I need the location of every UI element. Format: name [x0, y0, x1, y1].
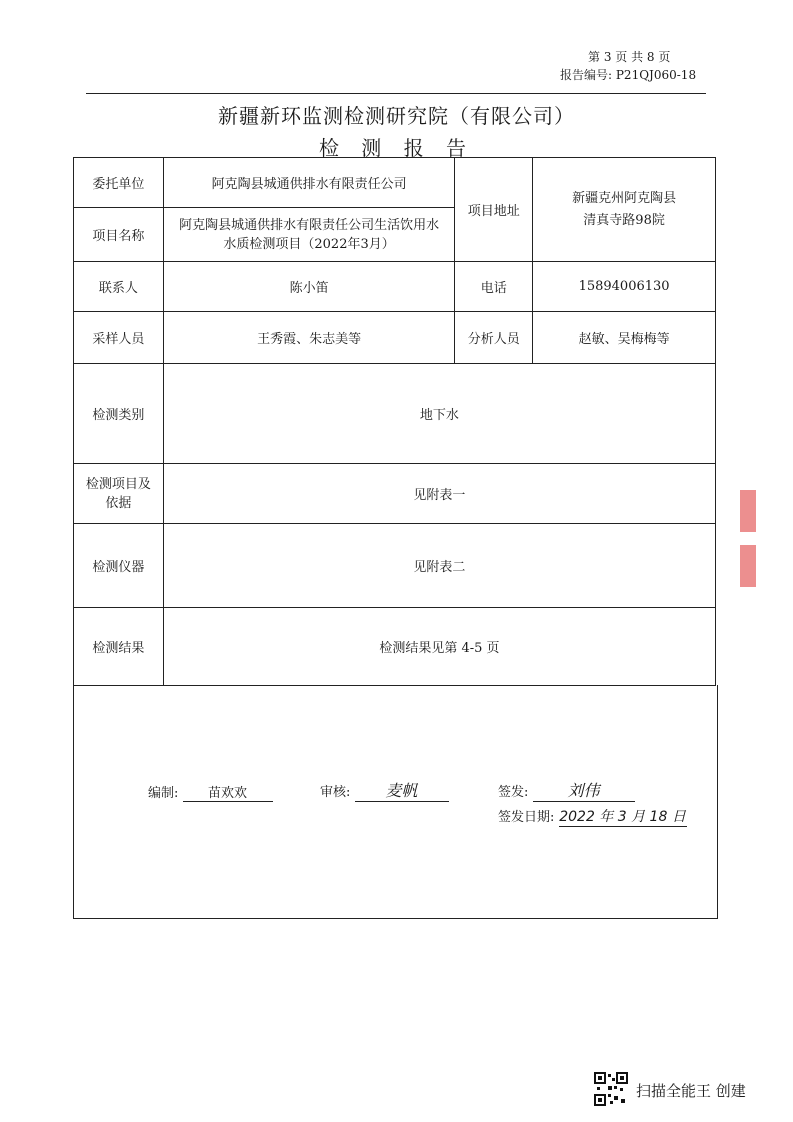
reviewer-label: 审核: [320, 785, 351, 800]
sampler-value: 王秀霞、朱志美等 [163, 312, 454, 364]
category-value: 地下水 [163, 364, 715, 464]
seal-edge-mark [740, 490, 756, 532]
header-rule [86, 93, 706, 94]
project-line-2: 水质检测项目（2022年3月） [223, 236, 395, 252]
sampler-label: 采样人员 [74, 312, 164, 364]
items-label-line-2: 依据 [105, 495, 132, 511]
scanner-watermark: 扫描全能王 创建 [636, 1082, 746, 1100]
project-value [163, 208, 454, 262]
phone-label: 电话 [455, 262, 533, 312]
category-label: 检测类别 [74, 364, 164, 464]
result-value: 检测结果见第 4-5 页 [163, 608, 715, 686]
address-label: 项目地址 [455, 158, 533, 262]
issue-date-label: 签发日期: [498, 810, 555, 825]
instrument-value: 见附表二 [163, 524, 715, 608]
report-info-table [73, 157, 716, 686]
client-value: 阿克陶县城通供排水有限责任公司 [163, 158, 454, 208]
instrument-label: 检测仪器 [74, 524, 164, 608]
reviewer-value: 麦帆 [355, 778, 449, 802]
editor-signature [148, 782, 273, 802]
result-label: 检测结果 [74, 608, 164, 686]
report-number: 报告编号: P21QJ060-18 [560, 68, 697, 82]
analyst-label: 分析人员 [455, 312, 533, 364]
seal-edge-mark-2 [740, 545, 756, 587]
items-label-line-1: 检测项目及 [85, 476, 151, 492]
analyst-value: 赵敏、吴梅梅等 [533, 312, 716, 364]
signature-area [73, 685, 718, 919]
contact-value: 陈小笛 [163, 262, 454, 312]
qr-code-icon [594, 1072, 628, 1106]
editor-label: 编制: [148, 786, 179, 801]
project-line-1: 阿克陶县城通供排水有限责任公司生活饮用水 [179, 217, 440, 233]
editor-value: 苗欢欢 [183, 782, 273, 802]
reviewer-signature [320, 778, 449, 802]
organization-name: 新疆新环监测检测研究院（有限公司） [218, 104, 575, 128]
contact-label: 联系人 [74, 262, 164, 312]
project-label: 项目名称 [74, 208, 164, 262]
document-title: 检 测 报 告 [318, 136, 475, 160]
address-line-1: 新疆克州阿克陶县 [572, 190, 677, 206]
issuer-signature [498, 778, 635, 802]
items-label [74, 464, 164, 524]
client-label: 委托单位 [74, 158, 164, 208]
issuer-label: 签发: [498, 785, 529, 800]
address-line-2: 清真寺路98院 [583, 212, 665, 228]
address-value [533, 158, 716, 262]
items-value: 见附表一 [163, 464, 715, 524]
issue-date-value: 2022 年 3 月 18 日 [559, 806, 687, 827]
issue-date [498, 806, 687, 827]
phone-value: 15894006130 [533, 262, 716, 312]
issuer-value: 刘伟 [533, 778, 635, 802]
page-number: 第 3 页 共 8 页 [588, 50, 671, 64]
